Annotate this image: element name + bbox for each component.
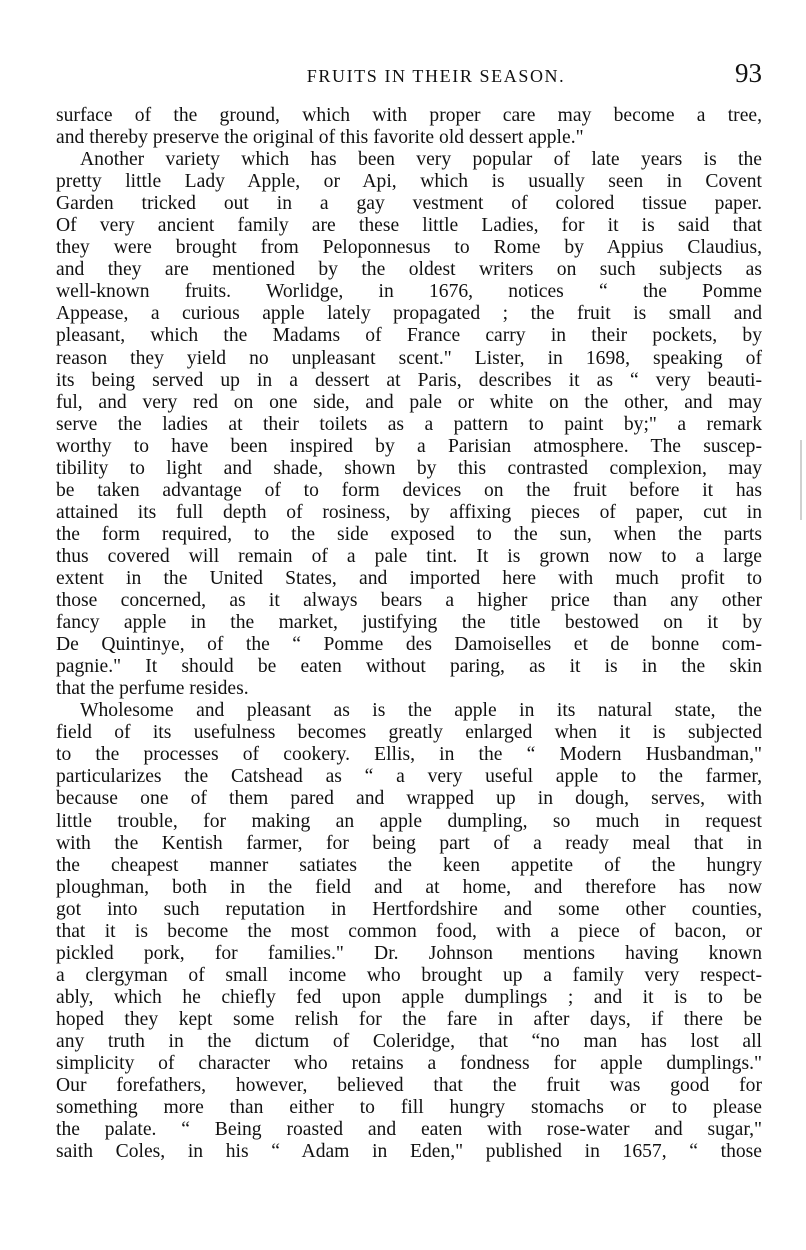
body-text bbox=[56, 105, 762, 1163]
text-line: the form required, to the side exposed to the sun, when the parts bbox=[56, 523, 762, 545]
text-line: because one of them pared and wrapped up in dough, serves, with bbox=[56, 788, 762, 810]
text-line: De Quintinye, of the “ Pomme des Damoiselles et de bonne com- bbox=[56, 634, 762, 656]
text-line: a clergyman of small income who brought up a family very respect- bbox=[56, 964, 762, 986]
text-line: they were brought from Peloponnesus to Rome by Appius Claudius, bbox=[56, 237, 762, 259]
text-line: the cheapest manner satiates the keen appetite of the hungry bbox=[56, 854, 762, 876]
text-line: attained its full depth of rosiness, by affixing pieces of paper, cut in bbox=[56, 501, 762, 523]
text-line: saith Coles, in his “ Adam in Eden," published in 1657, “ those bbox=[56, 1141, 762, 1163]
text-line: ful, and very red on one side, and pale or white on the other, and may bbox=[56, 391, 762, 413]
text-line: extent in the United States, and imported here with much profit to bbox=[56, 567, 762, 589]
text-line: reason they yield no unpleasant scent." Lister, in 1698, speaking of bbox=[56, 347, 762, 369]
text-line: pickled pork, for families." Dr. Johnson mentions having known bbox=[56, 942, 762, 964]
text-line: the palate. “ Being roasted and eaten with rose-water and sugar," bbox=[56, 1119, 762, 1141]
text-line: Wholesome and pleasant as is the apple in its natural state, the bbox=[80, 700, 762, 722]
text-line: its being served up in a dessert at Paris, describes it as “ very beauti- bbox=[56, 369, 762, 391]
text-line: simplicity of character who retains a fondness for apple dumplings." bbox=[56, 1053, 762, 1075]
text-line: be taken advantage of to form devices on the fruit before it has bbox=[56, 479, 762, 501]
text-line: pretty little Lady Apple, or Api, which is usually seen in Covent bbox=[56, 171, 762, 193]
text-line: Another variety which has been very popular of late years is the bbox=[80, 149, 762, 171]
text-line: fancy apple in the market, justifying the title bestowed on it by bbox=[56, 612, 762, 634]
text-line: Garden tricked out in a gay vestment of colored tissue paper. bbox=[56, 193, 762, 215]
text-line: ably, which he chiefly fed upon apple dumplings ; and it is to be bbox=[56, 986, 762, 1008]
page-number: 93 bbox=[735, 58, 762, 88]
running-title: FRUITS IN THEIR SEASON. bbox=[306, 66, 566, 86]
text-line: Of very ancient family are these little Ladies, for it is said that bbox=[56, 215, 762, 237]
text-line: pleasant, which the Madams of France carry in their pockets, by bbox=[56, 325, 762, 347]
text-line: and thereby preserve the original of this favorite old dessert apple." bbox=[56, 127, 584, 149]
text-line: and they are mentioned by the oldest writers on such subjects as bbox=[56, 259, 762, 281]
text-line: with the Kentish farmer, for being part of a ready meal that in bbox=[56, 832, 762, 854]
text-line: hoped they kept some relish for the fare in after days, if there be bbox=[56, 1008, 762, 1030]
text-line: ploughman, both in the field and at home, and therefore has now bbox=[56, 876, 762, 898]
text-line: field of its usefulness becomes greatly enlarged when it is subjected bbox=[56, 722, 762, 744]
text-line: got into such reputation in Hertfordshire and some other counties, bbox=[56, 898, 762, 920]
text-line: that it is become the most common food, with a piece of bacon, or bbox=[56, 920, 762, 942]
text-line: those concerned, as it always bears a higher price than any other bbox=[56, 590, 762, 612]
text-line: well-known fruits. Worlidge, in 1676, notices “ the Pomme bbox=[56, 281, 762, 303]
text-line: tibility to light and shade, shown by this contrasted complexion, may bbox=[56, 457, 762, 479]
text-line: Appease, a curious apple lately propagated ; the fruit is small and bbox=[56, 303, 762, 325]
text-line: that the perfume resides. bbox=[56, 678, 249, 700]
text-line: thus covered will remain of a pale tint. It is grown now to a large bbox=[56, 545, 762, 567]
text-line: little trouble, for making an apple dumpling, so much in request bbox=[56, 810, 762, 832]
text-line: Our forefathers, however, believed that the fruit was good for bbox=[56, 1075, 762, 1097]
text-line: something more than either to fill hungry stomachs or to please bbox=[56, 1097, 762, 1119]
page-edge-shadow bbox=[800, 440, 802, 520]
text-line: surface of the ground, which with proper care may become a tree, bbox=[56, 105, 762, 126]
running-head bbox=[56, 58, 762, 92]
text-line: any truth in the dictum of Coleridge, that “no man has lost all bbox=[56, 1030, 762, 1052]
text-line: to the processes of cookery. Ellis, in the “ Modern Husbandman," bbox=[56, 744, 762, 766]
text-line: pagnie." It should be eaten without paring, as it is in the skin bbox=[56, 656, 762, 678]
text-line: worthy to have been inspired by a Parisian atmosphere. The suscep- bbox=[56, 435, 762, 457]
text-line: particularizes the Catshead as “ a very useful apple to the farmer, bbox=[56, 766, 762, 788]
text-line: serve the ladies at their toilets as a pattern to paint by;" a remark bbox=[56, 413, 762, 435]
